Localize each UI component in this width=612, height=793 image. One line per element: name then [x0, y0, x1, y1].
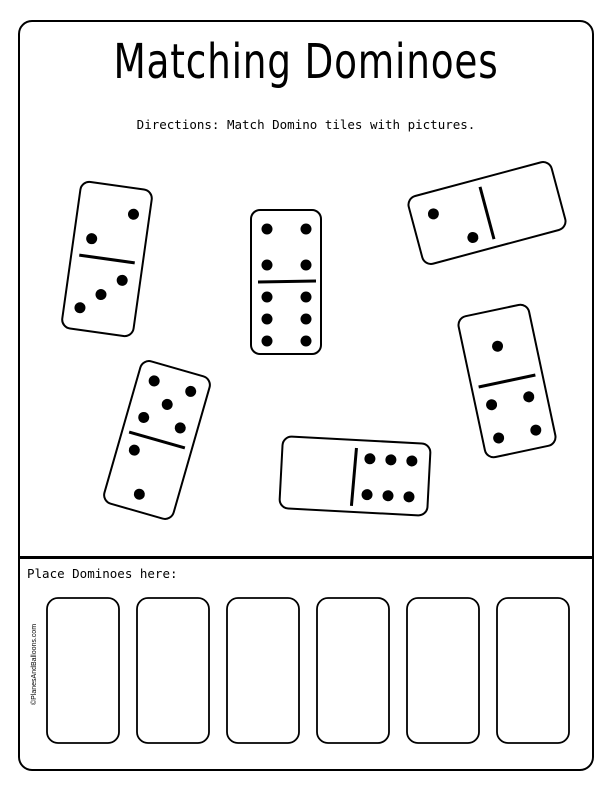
placement-slots	[47, 598, 569, 743]
domino-2-3[interactable]	[61, 181, 153, 338]
copyright-text: ©PlanesAndBalloons.com	[31, 623, 38, 705]
domino-2-blank[interactable]	[406, 160, 567, 266]
placement-slot-6[interactable]	[497, 598, 569, 743]
domino-4-6[interactable]	[251, 210, 321, 354]
placement-slot-1[interactable]	[47, 598, 119, 743]
domino-blank-6[interactable]	[279, 436, 431, 516]
domino-5-2[interactable]	[102, 359, 212, 521]
placement-slot-3[interactable]	[227, 598, 299, 743]
placement-slot-4[interactable]	[317, 598, 389, 743]
domino-1-4[interactable]	[457, 303, 557, 459]
worksheet-title: Matching Dominoes	[113, 34, 499, 90]
directions-text: Directions: Match Domino tiles with pictures.	[136, 117, 476, 132]
place-dominoes-label: Place Dominoes here:	[27, 566, 178, 581]
placement-slot-5[interactable]	[407, 598, 479, 743]
placement-slot-2[interactable]	[137, 598, 209, 743]
